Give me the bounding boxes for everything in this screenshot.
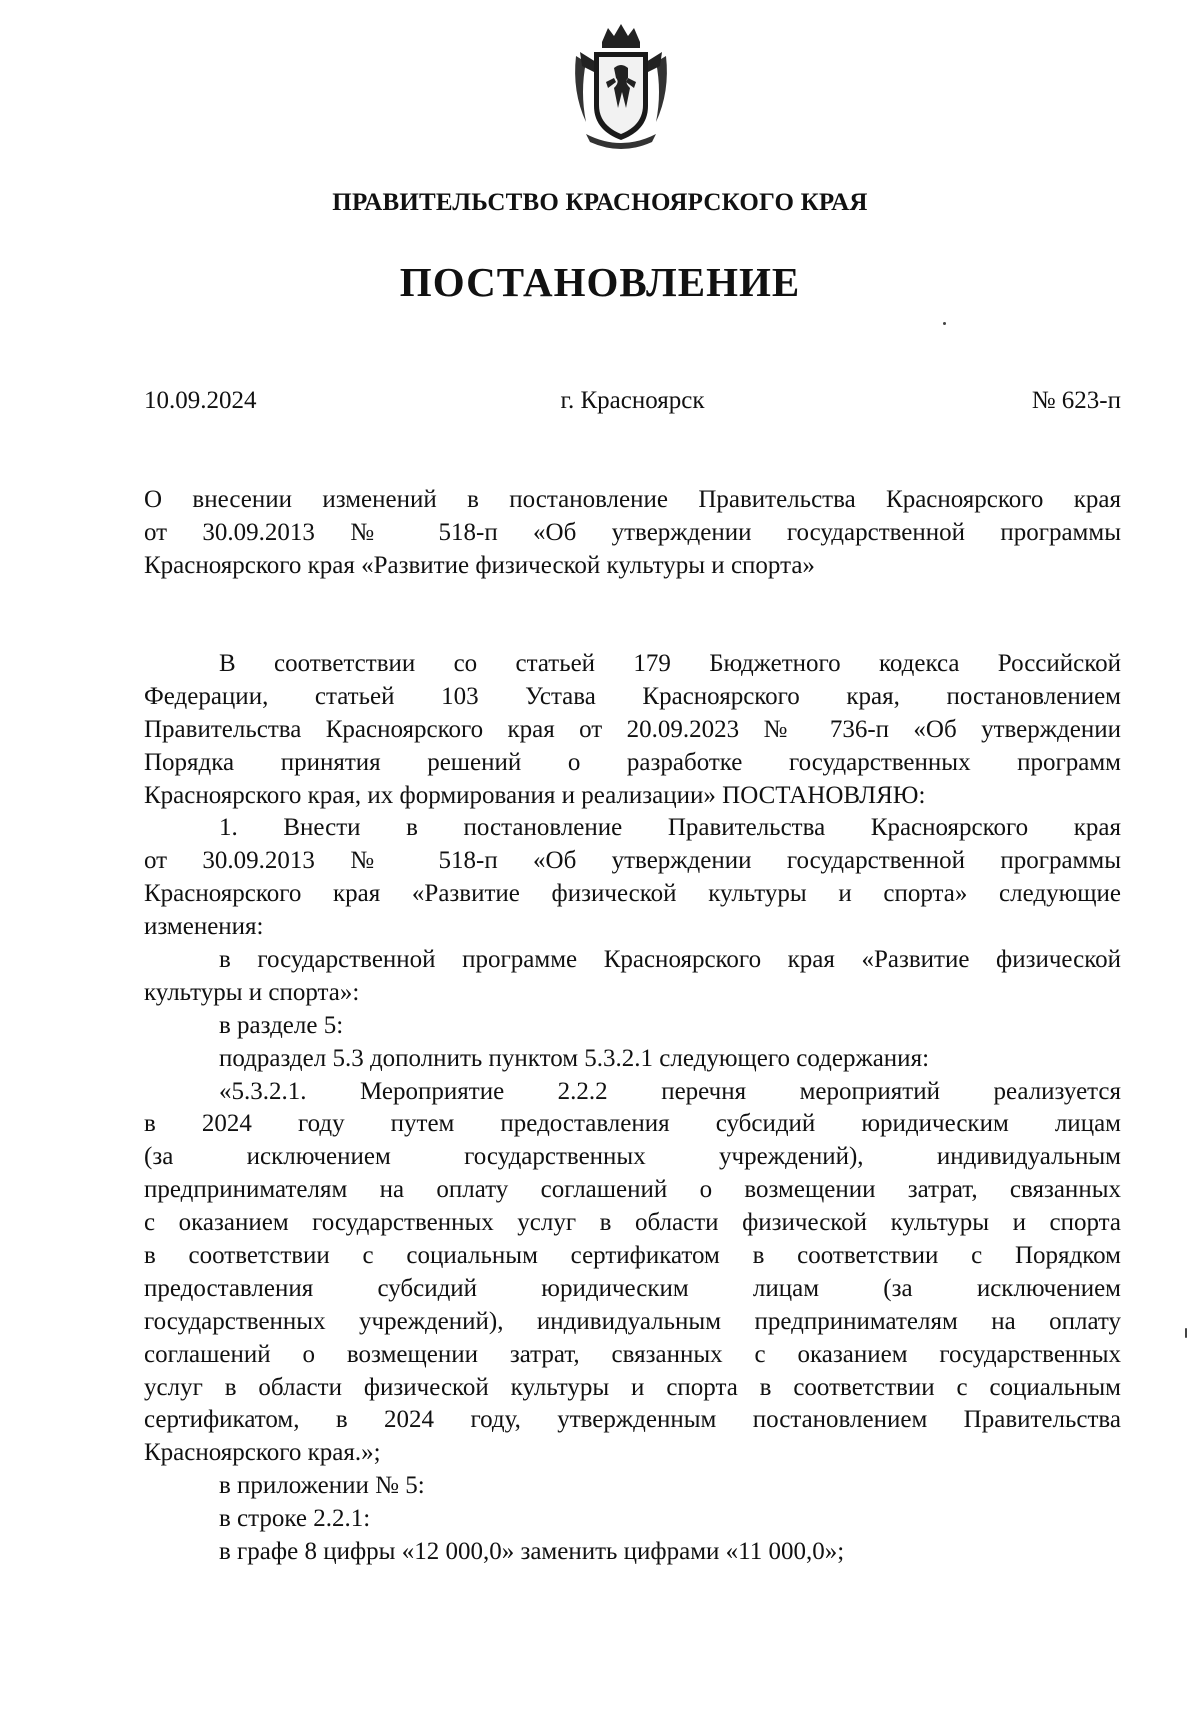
- body-line: соглашений о возмещении затрат, связанных с оказанием государственных: [144, 1340, 1121, 1368]
- body-line: «5.3.2.1. Мероприятие 2.2.2 перечня мероприятий реализуется: [219, 1077, 1121, 1105]
- body-line: Порядка принятия решений о разработке государственных программ: [144, 748, 1121, 776]
- body-line: государственных учреждений), индивидуальным предпринимателям на оплату: [144, 1307, 1121, 1335]
- body-line: услуг в области физической культуры и спорта в соответствии с социальным: [144, 1373, 1121, 1401]
- body-line: Федерации, статьей 103 Устава Красноярского края, постановлением: [144, 682, 1121, 710]
- body-line: с оказанием государственных услуг в области физической культуры и спорта: [144, 1209, 1121, 1237]
- body-line: в государственной программе Красноярского края «Развитие физической: [219, 946, 1121, 974]
- body-line: (за исключением государственных учреждений), индивидуальным: [144, 1143, 1121, 1171]
- body-line: в строке 2.2.1:: [219, 1505, 371, 1533]
- body-line: предпринимателям на оплату соглашений о возмещении затрат, связанных: [144, 1176, 1121, 1204]
- subject-line: Красноярского края «Развитие физической культуры и спорта»: [144, 551, 815, 579]
- document-meta: [144, 384, 1121, 418]
- body-line: сертификатом, в 2024 году, утвержденным постановлением Правительства: [144, 1406, 1121, 1434]
- body-line: изменения:: [144, 913, 264, 941]
- body-line: в соответствии с социальным сертификатом в соответствии с Порядком: [144, 1242, 1121, 1270]
- body-line: в разделе 5:: [219, 1011, 344, 1039]
- document-type-heading: ПОСТАНОВЛЕНИЕ: [399, 259, 801, 305]
- body-line: В соответствии со статьей 179 Бюджетного кодекса Российской: [219, 650, 1121, 677]
- body-line: в приложении № 5:: [219, 1472, 425, 1500]
- organization-title: ПРАВИТЕЛЬСТВО КРАСНОЯРСКОГО КРАЯ: [332, 189, 868, 216]
- body-line: культуры и спорта»:: [144, 978, 360, 1006]
- document-date: 10.09.2024: [144, 387, 257, 414]
- body-line: Красноярского края.»;: [144, 1439, 381, 1467]
- body-line: 1. Внести в постановление Правительства Красноярского края: [219, 814, 1121, 842]
- document-subject: [144, 484, 1121, 583]
- body-line: предоставления субсидий юридическим лицам (за исключением: [144, 1274, 1121, 1302]
- body-line: в 2024 году путем предоставления субсидий юридическим лицам: [144, 1110, 1121, 1138]
- document-number: № 623-п: [1031, 387, 1121, 414]
- subject-line: от 30.09.2013 № 518-п «Об утверждении государственной программы: [144, 518, 1121, 546]
- subject-line: О внесении изменений в постановление Правительства Красноярского края: [144, 486, 1121, 513]
- body-line: подраздел 5.3 дополнить пунктом 5.3.2.1 следующего содержания:: [219, 1044, 930, 1072]
- body-line: от 30.09.2013 № 518-п «Об утверждении государственной программы: [144, 847, 1121, 875]
- body-line: Красноярского края, их формирования и реализации» ПОСТАНОВЛЯЮ:: [144, 781, 926, 809]
- document-city: г. Красноярск: [560, 387, 705, 414]
- scan-speck: [1185, 1328, 1187, 1338]
- document-body: [144, 648, 1121, 1569]
- scan-speck: [943, 322, 946, 325]
- coat-of-arms-icon: [566, 22, 676, 152]
- body-line: Красноярского края «Развитие физической культуры и спорта» следующие: [144, 880, 1121, 908]
- body-line: в графе 8 цифры «12 000,0» заменить цифрами «11 000,0»;: [219, 1538, 845, 1566]
- body-line: Правительства Красноярского края от 20.09.2023 № 736-п «Об утверждении: [144, 715, 1121, 743]
